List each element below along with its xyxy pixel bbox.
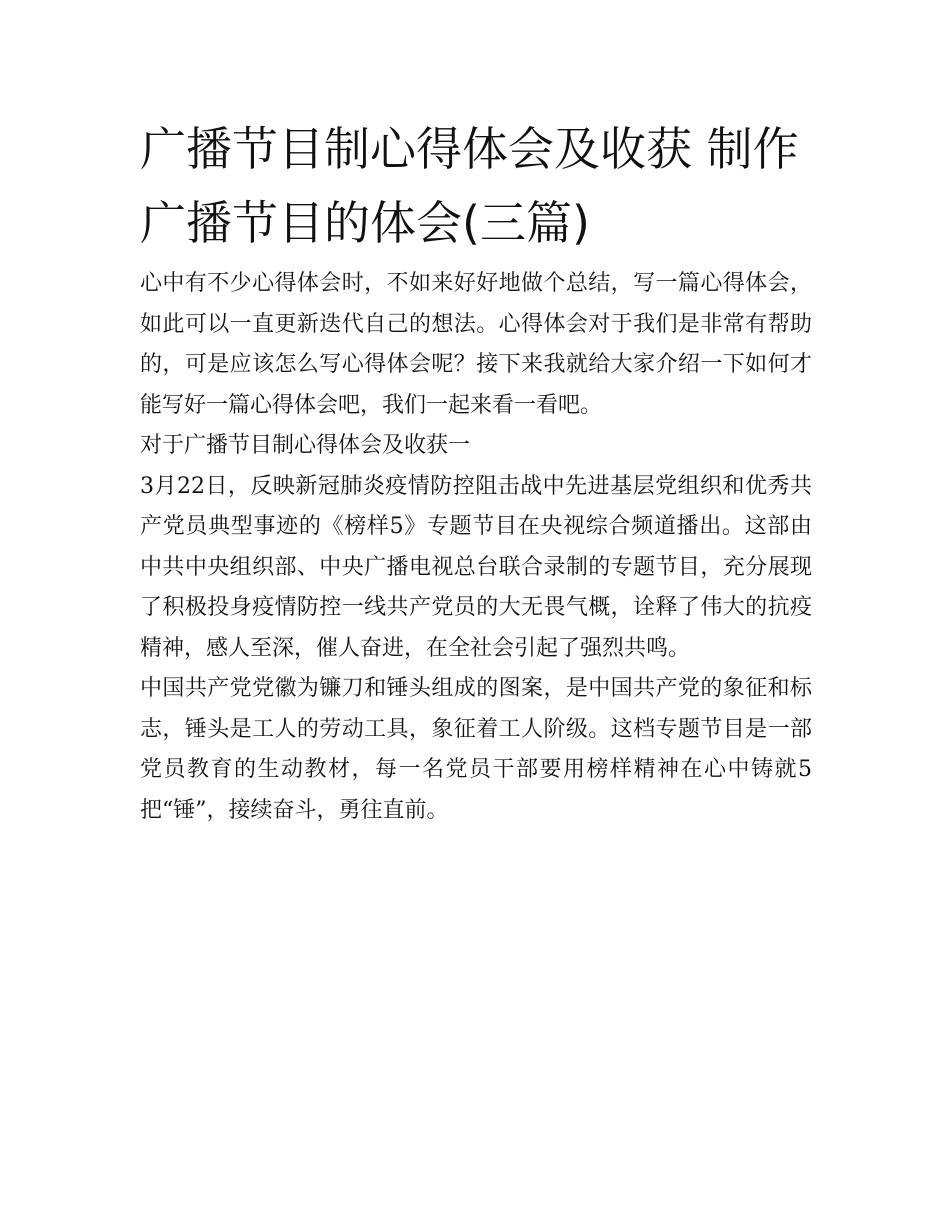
document-title: 广播节目制心得体会及收获 制作广播节目的体会(三篇) <box>140 122 799 250</box>
intro-paragraph: 心中有不少心得体会时，不如来好好地做个总结，写一篇心得体会，如此可以一直更新迭代自己的想法。心得体会对于我们是非常有帮助的，可是应该怎么写心得体会呢？接下来我就给大家介绍一下如何才能写好一篇心得体会吧，我们一起来看一看吧。 <box>140 271 812 418</box>
document-page <box>140 112 812 831</box>
section-heading: 对于广播节目制心得体会及收获一 <box>140 433 471 458</box>
body-paragraph: 3月22日，反映新冠肺炎疫情防控阻击战中先进基层党组织和优秀共产党员典型事迹的《榜样5》专题节目在央视综合频道播出。这部由中共中央组织部、中央广播电视总台联合录制的专题节目，充分展现了积极投身疫情防控一线共产党员的大无畏气概，诠释了伟大的抗疫精神，感人至深，催人奋进，在全社会引起了强烈共鸣。 <box>140 473 812 661</box>
body-paragraph: 中国共产党党徽为镰刀和锤头组成的图案，是中国共产党的象征和标志，锤头是工人的劳动工具，象征着工人阶级。这档专题节目是一部党员教育的生动教材，每一名党员干部要用榜样精神在心中铸就5把“锤”，接续奋斗，勇往直前。 <box>140 676 812 823</box>
